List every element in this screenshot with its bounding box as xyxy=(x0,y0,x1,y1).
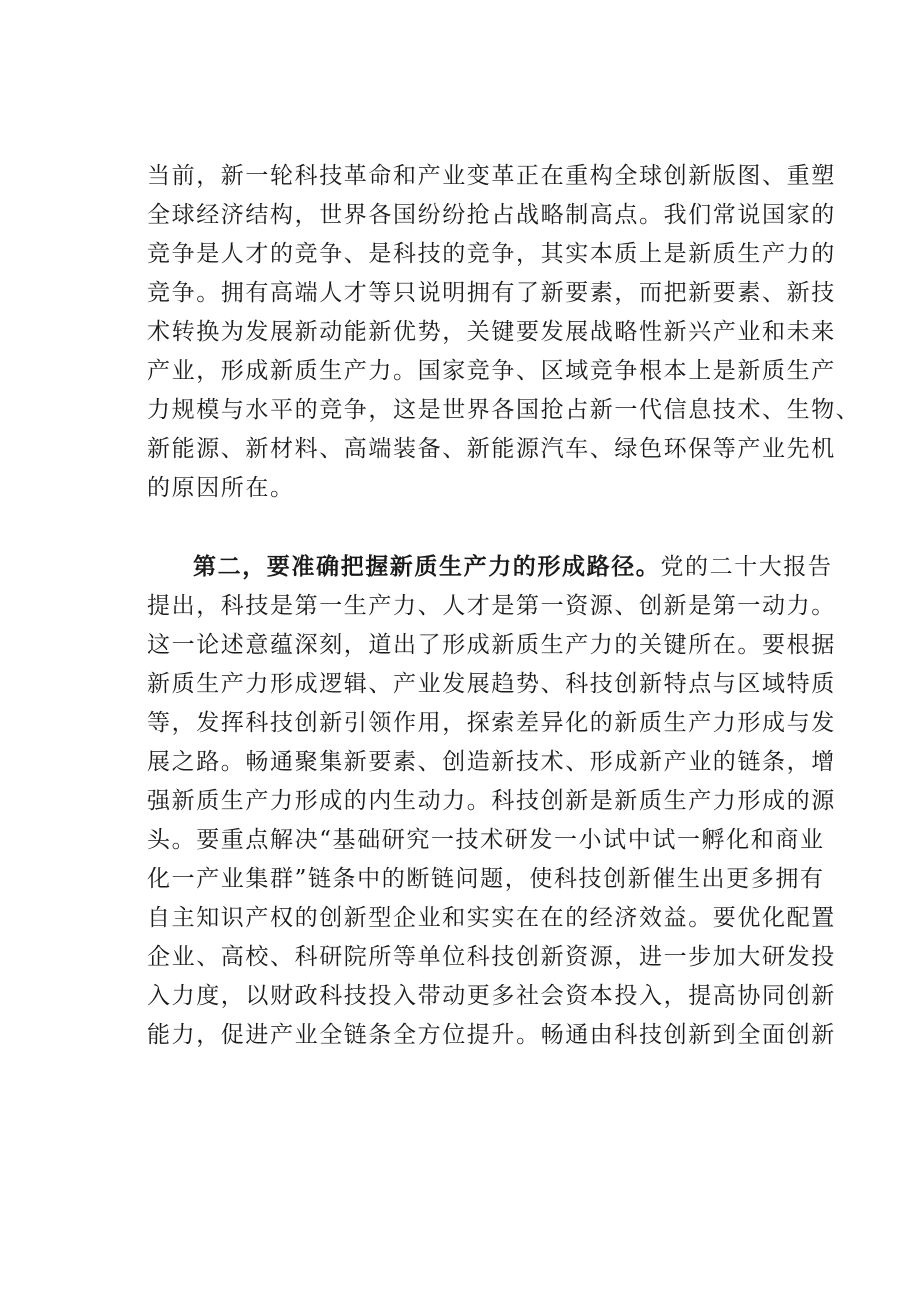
heading-continuation: 党的二十大报告 xyxy=(660,554,833,580)
paragraph-line: 力规模与水平的竞争，这是世界各国抢占新一代信息技术、生物、 xyxy=(147,397,861,423)
paragraph-line: 提出，科技是第一生产力、人才是第一资源、创新是第一动力。 xyxy=(147,593,836,619)
paragraph-line: 企业、高校、科研院所等单位科技创新资源，进一步加大研发投 xyxy=(147,944,836,970)
paragraph-line: 化一产业集群”链条中的断链问题，使科技创新催生出更多拥有 xyxy=(147,866,825,892)
paragraph-line: 竞争。拥有高端人才等只说明拥有了新要素，而把新要素、新技 xyxy=(147,280,836,306)
paragraph-line: 术转换为发展新动能新优势，关键要发展战略性新兴产业和未来 xyxy=(147,319,836,345)
paragraph-line: 能力，促进产业全链条全方位提升。畅通由科技创新到全面创新 xyxy=(147,1022,836,1048)
paragraph-line: 展之路。畅通聚集新要素、创造新技术、形成新产业的链条，增 xyxy=(147,749,836,775)
paragraph-line: 强新质生产力形成的内生动力。科技创新是新质生产力形成的源 xyxy=(147,788,836,814)
paragraph-line: 竞争是人才的竞争、是科技的竞争，其实本质上是新质生产力的 xyxy=(147,241,836,267)
paragraph-line: 的原因所在。 xyxy=(147,475,295,501)
paragraph-line: 等，发挥科技创新引领作用，探索差异化的新质生产力形成与发 xyxy=(147,710,836,736)
paragraph-line: 新能源、新材料、高端装备、新能源汽车、绿色环保等产业先机 xyxy=(147,436,836,462)
paragraph-line: 入力度，以财政科技投入带动更多社会资本投入，提高协同创新 xyxy=(147,983,836,1009)
paragraph-line: 自主知识产权的创新型企业和实实在在的经济效益。要优化配置 xyxy=(147,905,836,931)
paragraph-line: 这一论述意蕴深刻，道出了形成新质生产力的关键所在。要根据 xyxy=(147,632,836,658)
section-heading: 第二，要准确把握新质生产力的形成路径。 xyxy=(193,554,661,580)
paragraph-line: 当前，新一轮科技革命和产业变革正在重构全球创新版图、重塑 xyxy=(147,163,836,189)
paragraph-2 xyxy=(147,548,836,1055)
paragraph-line: 产业，形成新质生产力。国家竞争、区域竞争根本上是新质生产 xyxy=(147,358,836,384)
paragraph-first-line xyxy=(147,548,833,587)
paragraph-line: 全球经济结构，世界各国纷纷抢占战略制高点。我们常说国家的 xyxy=(147,202,836,228)
paragraph-line: 头。要重点解决“基础研究一技术研发一小试中试一孵化和商业 xyxy=(147,827,825,853)
paragraph-line: 新质生产力形成逻辑、产业发展趋势、科技创新特点与区域特质 xyxy=(147,671,836,697)
paragraph-1 xyxy=(147,157,861,508)
